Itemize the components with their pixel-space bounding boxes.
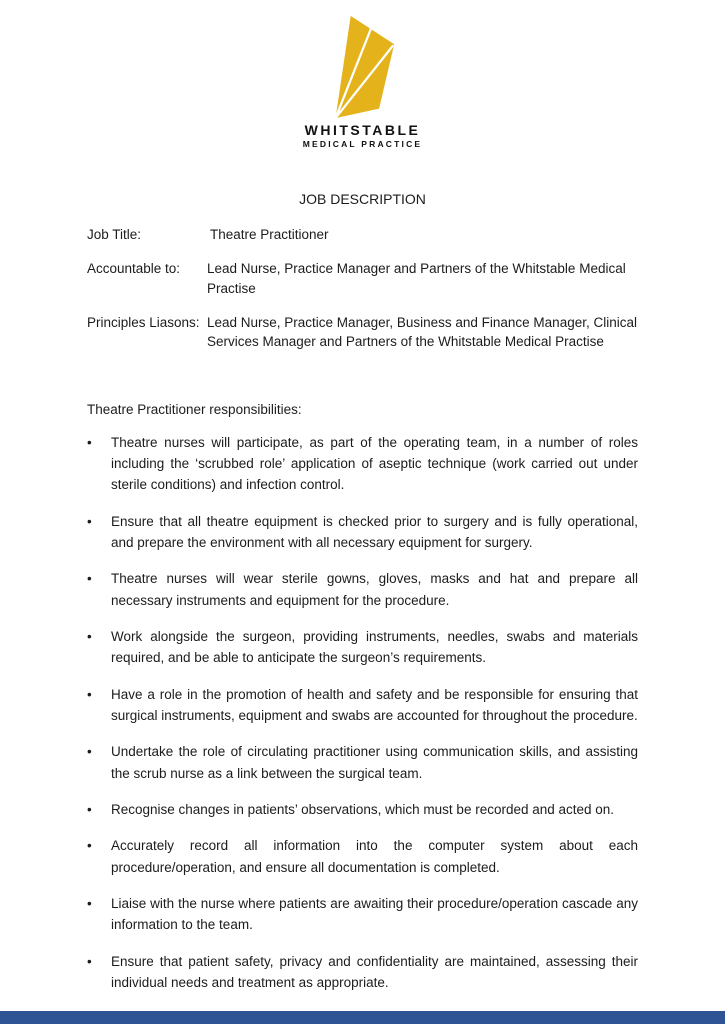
bullet-text: Liaise with the nurse where patients are awaiting their procedure/operation cascade any information to the team. — [111, 896, 638, 933]
bullet-marker: • — [87, 434, 92, 450]
field-row-principles-liasons — [87, 313, 638, 352]
bullet-item — [87, 568, 638, 611]
bullet-item — [87, 951, 638, 994]
page-title: JOB DESCRIPTION — [299, 191, 426, 207]
responsibilities-heading: Theatre Practitioner responsibilities: — [87, 401, 302, 417]
field-value: Lead Nurse, Practice Manager, Business and Finance Manager, Clinical Services Manager and Partners of the Whitstable Medical Practise — [207, 314, 637, 350]
field-label: Accountable to: — [87, 261, 181, 277]
bullet-marker: • — [87, 629, 92, 645]
bullet-text: Accurately record all information into the computer system about each procedure/operation, and ensure all documentation is completed. — [111, 838, 638, 875]
bullet-text: Theatre nurses will participate, as part of the operating team, in a number of roles including the ‘scrubbed role’ application of aseptic technique (work carried out under sterile conditions) and infection control. — [111, 434, 638, 493]
logo-wordmark: WHITSTABLE — [304, 122, 421, 138]
bullet-item — [87, 511, 638, 554]
bullet-item — [87, 799, 638, 820]
field-row-accountable-to — [87, 259, 638, 298]
bullet-marker: • — [87, 896, 92, 912]
bullet-text: Recognise changes in patients’ observations, which must be recorded and acted on. — [111, 802, 615, 818]
bullet-text: Ensure that patient safety, privacy and confidentiality are maintained, assessing their individual needs and treatment as appropriate. — [111, 953, 638, 991]
bullet-text: Work alongside the surgeon, providing instruments, needles, swabs and materials required, and be able to anticipate the surgeon’s requirements. — [111, 629, 638, 666]
bullet-item — [87, 893, 638, 936]
field-section — [87, 225, 638, 352]
practice-logo — [87, 12, 638, 149]
field-value: Theatre Practitioner — [210, 227, 329, 242]
bullet-text: Theatre nurses will wear sterile gowns, gloves, masks and hat and prepare all necessary instruments and equipment for the procedure. — [111, 571, 638, 608]
bullet-item — [87, 432, 638, 496]
bullet-text: Have a role in the promotion of health and safety and be responsible for ensuring that surgical instruments, equipment and swabs are accounted for throughout the procedure. — [111, 686, 638, 724]
field-value: Lead Nurse, Practice Manager and Partners of the Whitstable Medical Practise — [207, 261, 626, 296]
bullet-marker: • — [87, 802, 92, 818]
bullet-text: Undertake the role of circulating practitioner using communication skills, and assisting the scrub nurse as a link between the surgical team. — [111, 744, 638, 781]
bullet-text: Ensure that all theatre equipment is checked prior to surgery and is fully operational, and prepare the environment with all necessary equipment for surgery. — [111, 513, 638, 551]
bullet-marker: • — [87, 744, 92, 760]
field-label: Job Title: — [87, 227, 142, 242]
bullet-item — [87, 626, 638, 669]
bullet-marker: • — [87, 571, 92, 587]
bullet-marker: • — [87, 513, 92, 529]
responsibilities-list — [87, 432, 638, 994]
bullet-item — [87, 684, 638, 727]
bullet-item — [87, 741, 638, 784]
next-page-edge — [0, 1011, 725, 1024]
bullet-marker: • — [87, 838, 92, 854]
sail-logo-icon — [326, 14, 400, 120]
field-label: Principles Liasons: — [87, 314, 200, 330]
bullet-marker: • — [87, 953, 92, 969]
logo-tagline: MEDICAL PRACTICE — [302, 139, 423, 149]
field-row-job-title — [87, 225, 638, 245]
bullet-item — [87, 835, 638, 878]
bullet-marker: • — [87, 686, 92, 702]
